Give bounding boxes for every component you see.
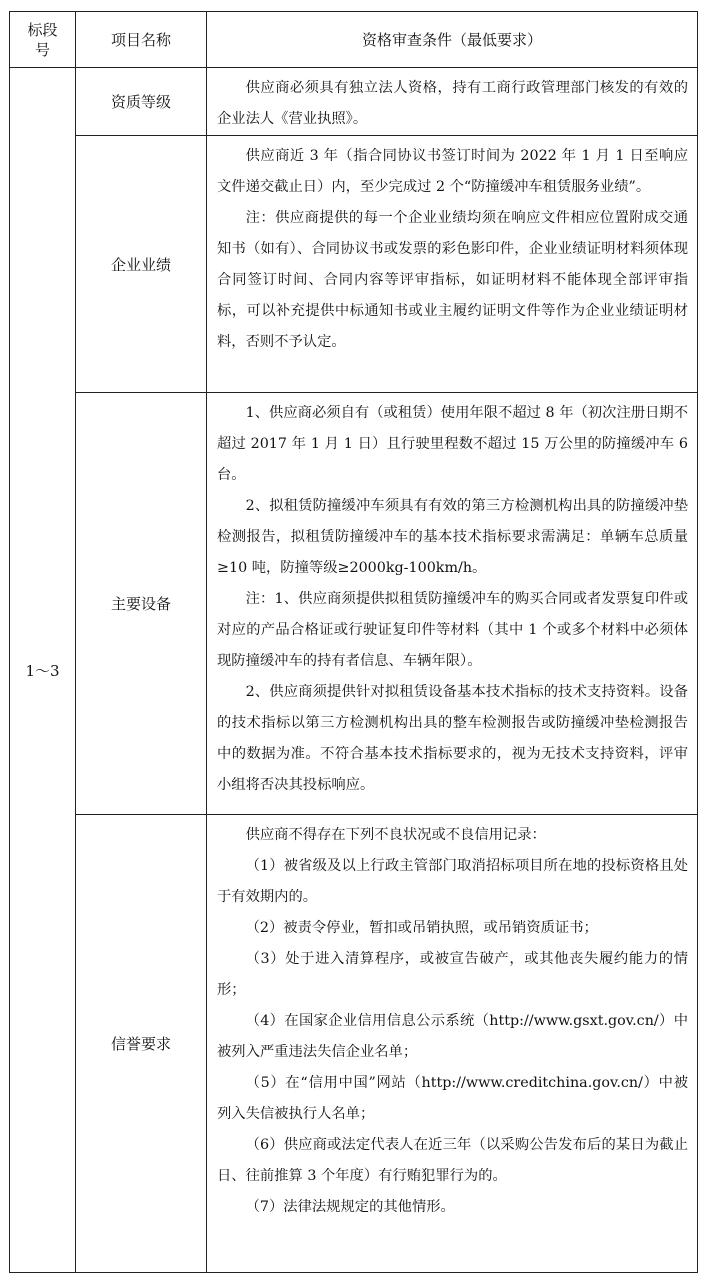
item-name-cell: 信誉要求	[76, 815, 207, 1273]
lot-number-cell: 1～3	[10, 68, 76, 1273]
requirement-cell	[207, 393, 698, 815]
item-name-cell: 主要设备	[76, 393, 207, 815]
requirement-cell	[207, 136, 698, 393]
requirement-paragraph: 2、供应商须提供针对拟租赁设备基本技术指标的技术支持资料。设备的技术指标以第三方检测机构出具的整车检测报告或防撞缓冲垫检测报告中的数据为准。不符合基本技术指标要求的，视为无技术支持资料，评审小组将否决其投标响应。	[217, 684, 688, 793]
header-item-name: 项目名称	[76, 12, 207, 68]
requirement-paragraph: 注：供应商提供的每一个企业业绩均须在响应文件相应位置附成交通知书（如有）、合同协议书或发票的彩色影印件，企业业绩证明材料须体现合同签订时间、合同内容等评审指标，如证明材料不能体现全部评审指标，可以补充提供中标通知书或业主履约证明文件等作为企业业绩证明材料，否则不予认定。	[217, 210, 688, 350]
requirement-paragraph: （1）被省级及以上行政主管部门取消招标项目所在地的投标资格且处于有效期内的。	[217, 858, 688, 905]
table-row	[10, 68, 698, 136]
requirement-cell	[207, 815, 698, 1273]
table-row	[10, 136, 698, 393]
header-conditions: 资格审查条件（最低要求）	[207, 12, 698, 68]
qualification-table	[9, 11, 698, 1273]
requirement-paragraph: 注：1、供应商须提供拟租赁防撞缓冲车的购买合同或者发票复印件或对应的产品合格证或行驶证复印件等材料（其中 1 个或多个材料中必须体现防撞缓冲车的持有者信息、车辆年限）。	[217, 591, 688, 669]
requirement-paragraph: （5）在“信用中国”网站（http://www.creditchina.gov.cn/）中被列入失信被执行人名单；	[217, 1075, 688, 1122]
requirement-paragraph: （2）被责令停业，暂扣或吊销执照，或吊销资质证书；	[245, 920, 598, 936]
requirement-paragraph: （4）在国家企业信用信息公示系统（http://www.gsxt.gov.cn/）中被列入严重违法失信企业名单；	[217, 1013, 688, 1060]
header-lot-number	[10, 12, 76, 68]
requirement-paragraph: 供应商不得存在下列不良状况或不良信用记录：	[245, 827, 546, 843]
table-row	[10, 393, 698, 815]
item-name-cell: 企业业绩	[76, 136, 207, 393]
requirement-paragraph: （3）处于进入清算程序，或被宣告破产，或其他丧失履约能力的情形；	[217, 951, 688, 998]
requirement-paragraph: 1、供应商必须自有（或租赁）使用年限不超过 8 年（初次注册日期不超过 2017 年 1 月 1 日）且行驶里程数不超过 15 万公里的防撞缓冲车 6 台。	[217, 405, 688, 483]
requirement-cell	[207, 68, 698, 136]
header-lot-number-label: 标段 号	[27, 20, 58, 59]
requirement-paragraph: 供应商必须具有独立法人资格，持有工商行政管理部门核发的有效的企业法人《营业执照》。	[217, 80, 688, 127]
header-row	[10, 12, 698, 68]
table-row	[10, 815, 698, 1273]
requirement-paragraph: （7）法律法规规定的其他情形。	[245, 1199, 455, 1215]
requirement-paragraph: 2、拟租赁防撞缓冲车须具有有效的第三方检测机构出具的防撞缓冲垫检测报告，拟租赁防撞缓冲车的基本技术指标要求需满足：单辆车总质量≥10 吨，防撞等级≥2000kg-100km/h。	[217, 498, 688, 576]
requirement-paragraph: （6）供应商或法定代表人在近三年（以采购公告发布后的某日为截止日、往前推算 3 个年度）有行贿犯罪行为的。	[217, 1137, 688, 1184]
requirement-paragraph: 供应商近 3 年（指合同协议书签订时间为 2022 年 1 月 1 日至响应文件递交截止日）内，至少完成过 2 个“防撞缓冲车租赁服务业绩”。	[217, 148, 688, 195]
item-name-cell: 资质等级	[76, 68, 207, 136]
